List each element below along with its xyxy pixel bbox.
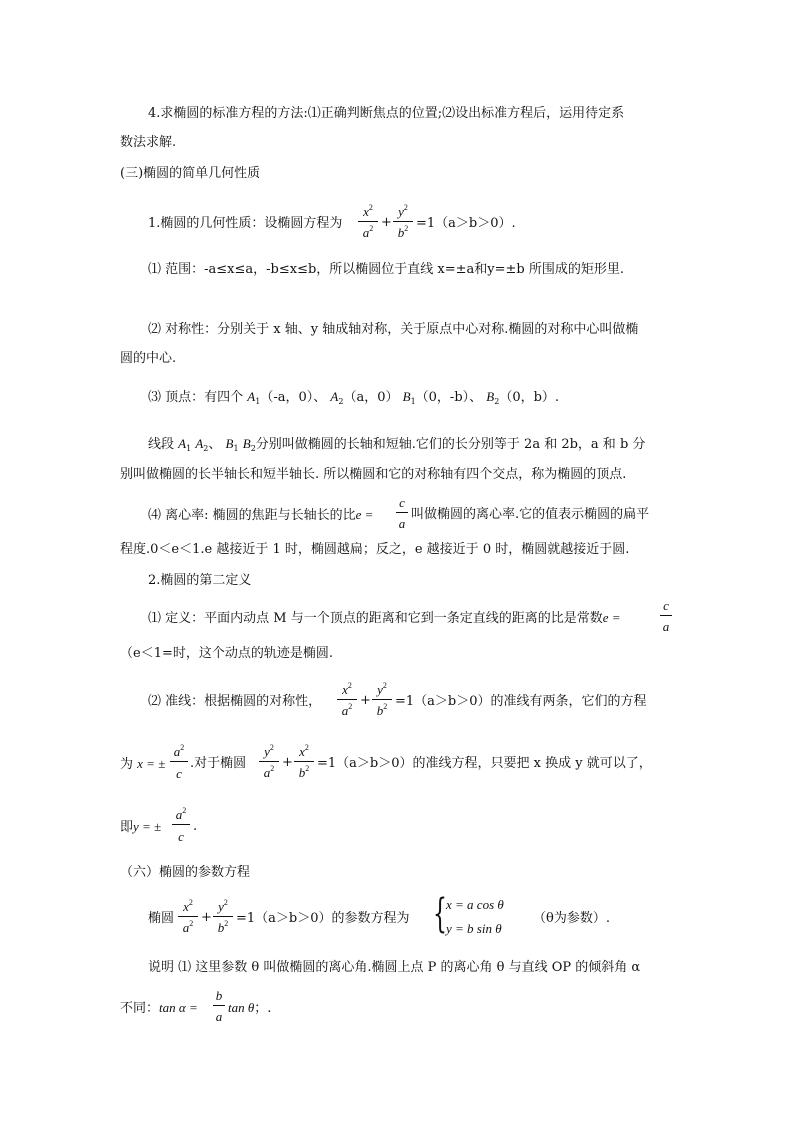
param-equation-y: y = b sin θ [446,921,502,936]
text-line: 别叫做椭圆的长半轴长和短半轴长. 所以椭圆和它的对称轴有四个交点，称为椭圆的顶点. [120,467,627,482]
section-heading: (三)椭圆的简单几何性质 [120,166,261,181]
text-line: 圆的中心. [120,351,177,366]
plus-sign: + [282,755,293,770]
text-line: （θ为参数）. [533,911,610,926]
fraction: $x^2$ $a^2$ [358,203,378,241]
section-heading: （六）椭圆的参数方程 [120,865,251,880]
text-line: 不同：tan α = [120,1000,198,1016]
fraction: $y^2$ $b^2$ [213,898,233,936]
text-line: 数法求解. [120,135,177,150]
plus-sign: + [381,215,392,230]
fraction: $y^2$ $b^2$ [372,681,392,719]
text-line: =1（a＞b＞0）的准线有两条，它们的方程 [395,694,647,709]
fraction: b a [213,988,225,1026]
fraction: $x^2$ $a^2$ [178,898,198,936]
text-line: 为 x = ± [120,756,166,772]
fraction: $a^2$ c [170,743,188,783]
fraction: $a^2$ c [172,806,190,846]
text-line: 椭圆 [148,911,175,926]
text-line: 4.求椭圆的标准方程的方法:⑴正确判断焦点的位置;⑵设出标准方程后，运用待定系 [148,106,625,121]
text-line: 线段 $A_1$ $A_2$、 $B_1$ $B_2$分别叫做椭圆的长轴和短轴.它们的长分别等于 2a 和 2b，a 和 b 分 [148,436,646,453]
text-line: ⑶ 顶点：有四个 $A_1(-a$，0）、 $A_2(a$，0） $B_1(0$，-b）、 $B_2(0$，b）. [148,389,560,406]
fraction: $x^2$ $a^2$ [337,681,357,719]
text-line: ⑴ 定义：平面内动点 M 与一个顶点的距离和它到一条定直线的距离的比是常数e = [148,610,621,626]
text-line: ⑴ 范围：-a≤x≤a，-b≤x≤b，所以椭圆位于直线 x=±a和y=±b 所围成的矩形里. [148,262,625,277]
text-line: ⑵ 准线：根据椭圆的对称性， [148,694,322,709]
text-line: 1.椭圆的几何性质：设椭圆方程为 [148,216,343,231]
plus-sign: + [201,910,212,925]
text-line: 即y = ± [120,819,162,835]
text-line: 叫做椭圆的离心率.它的值表示椭圆的扁平 [411,507,650,522]
fraction: c a [660,598,672,636]
text-line: =1（a＞b＞0）的参数方程为 [236,911,410,926]
text-line: （e＜1=时，这个动点的轨迹是椭圆. [120,646,333,661]
fraction: c a [396,495,408,533]
text-line: tan θ；. [228,1000,272,1016]
left-brace: { [433,891,447,937]
section-heading: 2.椭圆的第二定义 [148,573,252,588]
text-line: =1（a＞b＞0）的准线方程，只要把 x 换成 y 就可以了， [317,756,652,771]
text-line: 说明 ⑴ 这里参数 θ 叫做椭圆的离心角.椭圆上点 P 的离心角 θ 与直线 OP 的倾斜角 α [148,960,641,975]
text-line: ⑵ 对称性：分别关于 x 轴、y 轴成轴对称，关于原点中心对称.椭圆的对称中心叫做椭 [148,322,639,337]
fraction: $y^2$ $b^2$ [393,203,413,241]
fraction: $x^2$ $b^2$ [294,743,314,781]
text-line: . [193,819,198,834]
fraction: $y^2$ $a^2$ [259,743,279,781]
text-line: =1（a＞b＞0）. [416,216,516,231]
param-equation-x: x = a cos θ [446,897,504,912]
text-line: 程度.0＜e＜1.e 越接近于 1 时，椭圆越扁；反之，e 越接近于 0 时，椭圆就越接近于圆. [120,542,630,557]
text-line: .对于椭圆 [190,756,247,771]
text-line: ⑷ 离心率: 椭圆的焦距与长轴长的比e = [148,507,374,523]
plus-sign: + [360,693,371,708]
